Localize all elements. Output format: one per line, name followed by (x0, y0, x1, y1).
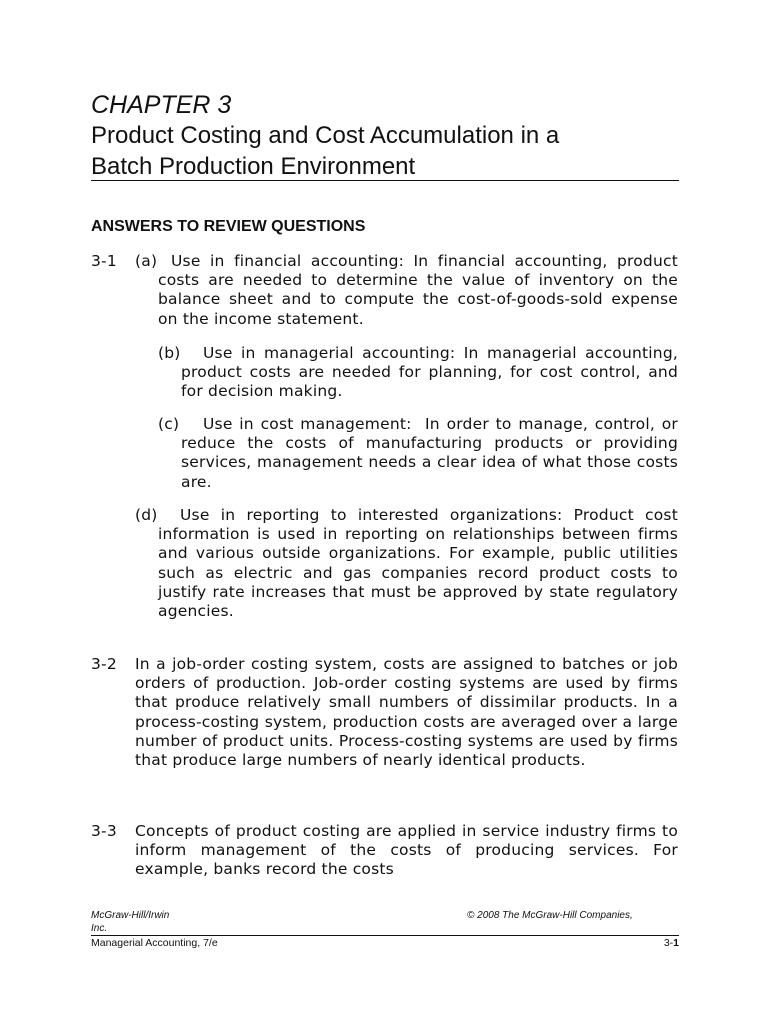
answer-3-1-a-body: Use in financial accounting: In financial accounting, product costs are needed to determine the value of inventory on the balance sheet and to compute the cost-of-goods-sold expense on the income statement. (158, 252, 678, 328)
answer-3-1-c (158, 415, 684, 492)
title-divider (91, 180, 679, 181)
answer-3-3: Concepts of product costing are applied in service industry firms to inform management of the costs of producing services. For example, banks record the costs (135, 822, 678, 879)
answer-3-1-c-body: Use in cost management: In order to manage, control, or reduce the costs of manufacturing products or providing services, management needs a clear idea of what those costs are. (181, 415, 684, 491)
footer-page-prefix: 3- (663, 937, 674, 949)
answer-3-1-b-body: Use in managerial accounting: In managerial accounting, product costs are needed for planning, for cost control, and for decision making. (181, 344, 678, 401)
chapter-title-line-2: Batch Production Environment (91, 153, 416, 180)
answer-3-1-b-tag: (b) (158, 344, 181, 362)
answer-3-1-c-tag: (c) (158, 415, 180, 433)
answer-3-1-a (135, 252, 678, 329)
chapter-title (91, 120, 681, 182)
answer-3-1-a-tag: (a) (135, 252, 158, 270)
footer-publisher-line-1: McGraw-Hill/Irwin (91, 910, 170, 921)
answer-3-2: In a job-order costing system, costs are assigned to batches or job orders of production. Job-order costing systems are used by firms that produce relatively small numbers of dissimilar products. In a process-costing system, production costs are averaged over a large number of product units. Process-costing systems are used by firms that produce large numbers of nearly identical products. (135, 655, 678, 770)
answer-3-1-b (158, 344, 678, 402)
footer-book-title: Managerial Accounting, 7/e (91, 937, 218, 949)
question-number-3-3: 3-3 (91, 822, 117, 840)
chapter-title-line-1: Product Costing and Cost Accumulation in a (91, 122, 560, 149)
footer-page-digit: 1 (673, 937, 679, 949)
footer-copyright: © 2008 The McGraw-Hill Companies, (467, 910, 633, 921)
chapter-label: CHAPTER 3 (91, 91, 232, 119)
footer-page-number (664, 937, 679, 950)
section-heading: ANSWERS TO REVIEW QUESTIONS (91, 218, 366, 235)
footer-publisher (91, 909, 169, 935)
answer-3-1-d (135, 506, 678, 621)
answer-3-1-d-tag: (d) (135, 506, 158, 524)
answer-3-1-a-text (158, 252, 678, 329)
footer-divider (91, 935, 679, 936)
question-number-3-2: 3-2 (91, 655, 117, 673)
footer-publisher-line-2: Inc. (91, 923, 108, 934)
answer-3-1-d-body: Use in reporting to interested organizations: Product cost information is used in reporting on relationships between firms and various outside organizations. For example, public utilities such as electric and gas companies record product costs to justify rate increases that must be approved by state regulatory agencies. (158, 506, 678, 621)
question-number-3-1: 3-1 (91, 252, 117, 270)
